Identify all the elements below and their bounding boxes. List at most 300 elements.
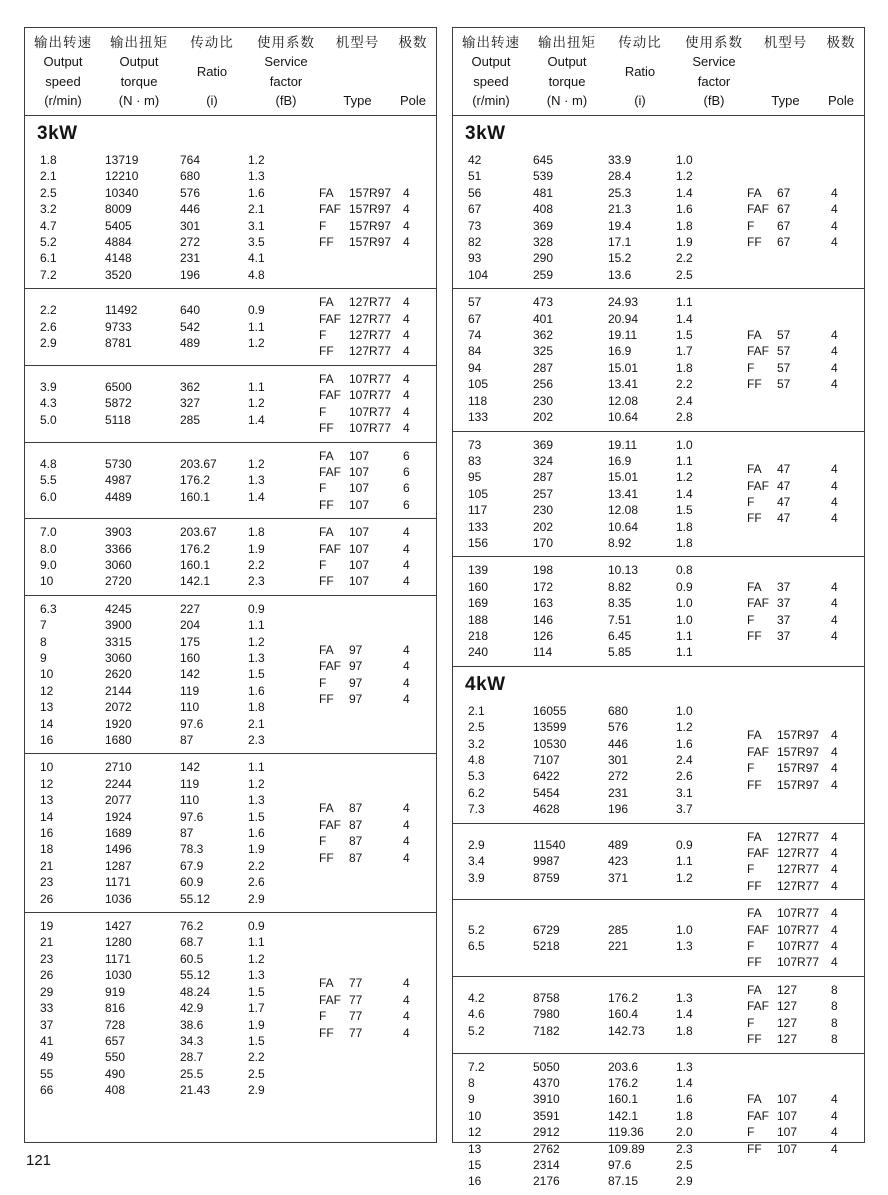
service-factor-cell: 1.2 [248,456,265,471]
type-line [747,760,859,776]
header-line-output-torque: (N · m) [546,92,588,108]
group-types [319,524,436,590]
table-row [453,519,747,535]
ratio-cell: 160.1 [608,1092,639,1107]
type-prefix: F [747,360,755,375]
speed-cell: 42 [468,153,482,167]
speed-cell: 13 [40,700,54,715]
ratio-cell: 542 [180,319,201,334]
service-factor-cell: 2.6 [248,875,265,890]
speed-cell: 2.6 [40,319,57,334]
service-factor-cell: 1.4 [676,1007,693,1022]
pole-cell: 4 [403,675,410,690]
header-col-output-torque [101,35,177,108]
table-row [453,185,747,201]
type-model: 107R77 [349,388,392,403]
type-prefix: F [747,218,755,233]
type-line [747,1015,859,1031]
table-row [453,393,747,409]
ratio-cell: 176.2 [180,473,211,488]
pole-cell: 4 [831,728,838,743]
table-row [25,218,319,234]
service-factor-cell: 1.0 [676,703,693,718]
ratio-cell: 17.1 [608,235,632,250]
ratio-cell: 285 [180,412,201,427]
speed-cell: 218 [468,628,489,643]
rating-group [453,147,864,288]
torque-cell: 481 [533,185,554,200]
type-line [319,404,431,420]
torque-cell: 163 [533,596,554,611]
speed-cell: 33 [40,1001,54,1016]
torque-cell: 5050 [533,1059,560,1074]
type-model: 107 [349,497,370,512]
table-row [25,1082,319,1098]
service-factor-cell: 2.2 [248,557,265,572]
table-row [453,1023,747,1039]
service-factor-cell: 2.1 [248,202,265,217]
type-prefix: FF [747,628,762,643]
ratio-cell: 12.08 [608,393,639,408]
service-factor-cell: 1.2 [676,870,693,885]
pole-cell: 4 [831,761,838,776]
type-model: 67 [777,218,791,233]
type-prefix: FAF [319,388,342,403]
type-model: 127 [777,1032,798,1047]
group-types [319,185,436,251]
speed-cell: 23 [40,875,54,890]
table-row [453,768,747,784]
header-line-output-speed: Output [471,54,511,70]
pole-cell: 4 [403,1025,410,1040]
type-line [319,557,431,573]
ratio-cell: 142.1 [608,1108,639,1123]
ratio-cell: 97.6 [180,716,204,731]
pole-cell: 4 [831,185,838,200]
pole-cell: 4 [403,1009,410,1024]
table-row [453,837,747,853]
service-factor-cell: 2.3 [248,574,265,589]
type-prefix: FA [747,1092,762,1107]
section-title: 4kW [465,673,506,695]
type-prefix: F [747,862,755,877]
type-prefix: F [319,675,327,690]
pole-cell: 4 [403,388,410,403]
torque-cell: 256 [533,377,554,392]
service-factor-cell: 1.8 [248,700,265,715]
table-row [25,601,319,617]
ratio-cell: 13.41 [608,486,639,501]
table-row [25,666,319,682]
speed-cell: 41 [40,1033,54,1048]
type-line [319,992,431,1008]
torque-cell: 11540 [533,837,566,852]
ratio-cell: 764 [180,153,201,167]
type-prefix: FF [319,344,334,359]
speed-cell: 21 [40,858,54,873]
torque-cell: 3903 [105,525,132,540]
pole-cell: 4 [831,612,838,627]
type-prefix: FA [747,579,762,594]
header-col-service-factor [675,35,753,108]
ratio-cell: 272 [608,769,629,784]
type-prefix: FF [747,511,762,526]
pole-cell: 4 [831,922,838,937]
service-factor-cell: 2.8 [676,410,693,425]
torque-cell: 1280 [105,935,132,950]
rating-group [453,288,864,430]
torque-cell: 2077 [105,793,132,808]
pole-cell: 4 [831,862,838,877]
table-row [25,984,319,1000]
torque-cell: 4628 [533,802,560,817]
torque-cell: 1030 [105,968,132,983]
type-line [747,510,859,526]
type-prefix: F [747,1015,755,1030]
ratio-cell: 362 [180,380,201,395]
speed-cell: 14 [40,809,54,824]
type-line [747,954,859,970]
speed-cell: 2.5 [40,185,57,200]
pole-cell: 4 [831,218,838,233]
pole-cell: 4 [831,744,838,759]
type-prefix: FF [319,691,334,706]
speed-cell: 93 [468,251,482,266]
type-prefix: F [319,404,327,419]
service-factor-cell: 1.4 [248,489,265,504]
type-prefix: FAF [319,541,342,556]
type-prefix: FAF [319,659,342,674]
service-factor-cell: 1.6 [676,736,693,751]
service-factor-cell: 4.8 [248,267,265,282]
speed-cell: 3.9 [40,380,57,395]
ratio-cell: 196 [180,267,201,282]
ratio-cell: 13.41 [608,377,639,392]
ratio-cell: 10.64 [608,519,639,534]
speed-cell: 105 [468,486,489,501]
torque-cell: 369 [533,218,554,233]
speed-cell: 240 [468,645,489,660]
group-types [747,982,864,1048]
type-prefix: FA [319,371,334,386]
type-line [319,327,431,343]
pole-cell: 4 [403,371,410,386]
group-types [319,975,436,1041]
group-types [747,727,864,793]
table-header [453,28,864,116]
torque-cell: 657 [105,1033,126,1048]
torque-cell: 12210 [105,169,139,184]
speed-cell: 73 [468,437,482,452]
group-data [453,562,747,660]
service-factor-cell: 1.6 [676,202,693,217]
group-data [25,152,319,283]
service-factor-cell: 2.2 [676,377,693,392]
torque-cell: 287 [533,470,554,485]
group-types [747,905,864,971]
group-data [25,524,319,590]
table-row [25,792,319,808]
group-data [453,437,747,552]
service-factor-cell: 1.5 [248,667,265,682]
type-line [319,201,431,217]
header-line-output-torque: torque [548,73,586,89]
type-prefix: FA [319,525,334,540]
pole-cell: 4 [403,817,410,832]
type-line [747,1141,859,1157]
type-prefix: FAF [747,478,770,493]
type-model: 47 [777,462,791,477]
ratio-cell: 301 [180,218,201,233]
pole-cell: 4 [831,846,838,861]
table-row [453,801,747,817]
table-row [25,302,319,318]
speed-cell: 6.5 [468,939,485,954]
type-model: 77 [349,992,363,1007]
torque-cell: 172 [533,579,554,594]
torque-cell: 408 [533,202,554,217]
service-factor-cell: 1.8 [248,525,265,540]
pole-cell: 4 [831,494,838,509]
speed-cell: 66 [40,1083,54,1098]
table-row [25,934,319,950]
torque-cell: 2762 [533,1141,560,1156]
table-row [25,617,319,633]
service-factor-cell: 1.6 [248,826,265,841]
type-model: 107R77 [349,404,392,419]
torque-cell: 4884 [105,235,132,250]
pole-cell: 4 [403,834,410,849]
torque-cell: 230 [533,503,554,518]
type-line [319,658,431,674]
speed-cell: 3.2 [468,736,485,751]
torque-cell: 645 [533,153,554,167]
header-line-ratio: (i) [634,93,646,108]
table-header [25,28,436,116]
torque-cell: 328 [533,235,554,250]
table-row [25,918,319,934]
service-factor-cell: 1.4 [676,185,693,200]
ratio-cell: 142 [180,667,201,682]
type-prefix: FAF [747,744,770,759]
torque-cell: 6500 [105,380,132,395]
ratio-cell: 87 [180,733,194,747]
speed-cell: 104 [468,267,489,282]
table-row [25,1000,319,1016]
header-col-ratio [177,35,247,108]
service-factor-cell: 4.1 [248,251,265,266]
speed-cell: 7 [40,618,47,633]
ratio-cell: 15.01 [608,470,639,485]
ratio-cell: 231 [180,251,201,266]
type-model: 107R77 [349,421,392,436]
speed-cell: 5.0 [40,412,57,427]
speed-cell: 3.4 [468,854,485,869]
pole-cell: 4 [831,906,838,921]
pole-cell: 4 [831,1108,838,1123]
type-line [747,201,859,217]
group-data [25,918,319,1098]
type-model: 107 [349,481,370,496]
type-model: 127R77 [349,328,392,343]
type-model: 157R97 [777,744,820,759]
group-data [453,1059,747,1190]
service-factor-cell: 1.2 [248,951,265,966]
type-model: 157R97 [777,728,820,743]
speed-cell: 12 [40,683,54,698]
table-row [453,1091,747,1107]
speed-cell: 2.2 [40,303,57,318]
ratio-cell: 20.94 [608,311,639,326]
table-row [25,250,319,266]
ratio-cell: 231 [608,785,629,800]
service-factor-cell: 3.7 [676,802,693,817]
type-prefix: FF [747,1032,762,1047]
ratio-cell: 175 [180,634,201,649]
rating-group [453,698,864,823]
speed-cell: 5.5 [40,473,57,488]
table-row [453,562,747,578]
service-factor-cell: 1.1 [248,380,265,395]
ratio-cell: 204 [180,618,201,633]
table-row [453,502,747,518]
pole-cell: 4 [403,541,410,556]
type-prefix: FA [319,185,334,200]
table-row [453,486,747,502]
header-line-service-factor: (fB) [703,92,725,108]
torque-cell: 401 [533,311,554,326]
torque-cell: 2144 [105,683,132,698]
service-factor-cell: 3.1 [248,218,265,233]
ratio-cell: 119.36 [608,1125,644,1140]
type-prefix: FA [747,728,762,743]
ratio-cell: 48.24 [180,984,211,999]
type-line [319,691,431,707]
torque-cell: 2912 [533,1125,560,1140]
service-factor-cell: 2.1 [248,716,265,731]
ratio-cell: 78.3 [180,842,204,857]
service-factor-cell: 0.9 [676,579,693,594]
ratio-cell: 68.7 [180,935,204,950]
section-3kw [453,116,864,666]
ratio-cell: 55.12 [180,891,211,906]
ratio-cell: 110 [180,700,200,715]
table-row [25,152,319,168]
service-factor-cell: 1.8 [676,360,693,375]
speed-cell: 12 [40,776,54,791]
section-title: 3kW [465,123,506,144]
type-model: 97 [349,675,363,690]
ratio-cell: 13.6 [608,267,632,282]
type-line [319,1008,431,1024]
torque-cell: 539 [533,169,554,184]
type-model: 127 [777,1015,798,1030]
torque-cell: 2176 [533,1174,560,1189]
group-data [453,837,747,886]
header-line-output-speed: speed [473,73,509,89]
service-factor-cell: 1.9 [676,235,693,250]
table-row [453,294,747,310]
table-row [453,870,747,886]
type-line [319,185,431,201]
torque-cell: 13599 [533,720,567,735]
type-model: 107 [349,525,370,540]
type-line [319,480,431,496]
pole-cell: 4 [831,628,838,643]
ratio-cell: 87 [180,826,194,841]
pole-cell: 4 [403,801,410,816]
pole-cell: 4 [831,328,838,343]
header-zh-type: 机型号 [763,35,808,50]
ratio-cell: 16.9 [608,344,632,359]
table-row [25,732,319,748]
service-factor-cell: 1.6 [248,185,265,200]
speed-cell: 5.2 [468,922,485,937]
type-model: 127R77 [349,295,392,310]
ratio-cell: 227 [180,601,201,616]
service-factor-cell: 1.5 [676,328,693,343]
pole-cell: 4 [831,1092,838,1107]
torque-cell: 8009 [105,202,132,217]
group-types [747,829,864,895]
type-prefix: F [319,218,327,233]
ratio-cell: 15.01 [608,360,639,375]
torque-cell: 114 [533,645,553,660]
table-row [453,703,747,719]
table-row [453,327,747,343]
table-row [25,699,319,715]
table-row [453,1173,747,1189]
type-prefix: F [319,328,327,343]
service-factor-cell: 1.2 [676,470,693,485]
table-row [25,335,319,351]
ratio-cell: 272 [180,235,201,250]
type-model: 107R77 [777,906,820,921]
type-line [747,861,859,877]
type-model: 47 [777,511,791,526]
ratio-cell: 87.15 [608,1174,639,1189]
speed-cell: 55 [40,1066,54,1081]
speed-cell: 4.8 [468,753,485,767]
ratio-cell: 176.2 [180,541,211,556]
ratio-cell: 8.82 [608,579,632,594]
torque-cell: 9733 [105,319,132,334]
pole-cell: 4 [403,404,410,419]
torque-cell: 4987 [105,473,132,488]
speed-cell: 26 [40,891,54,906]
service-factor-cell: 2.2 [248,858,265,873]
ratio-cell: 160 [180,650,201,665]
rating-group [25,365,436,442]
header-line-pole: Pole [399,93,427,108]
torque-cell: 5872 [105,396,132,411]
group-types [319,800,436,866]
type-model: 57 [777,360,791,375]
type-model: 157R97 [349,185,392,200]
header-line-service-factor: (fB) [275,92,297,108]
table-row [453,376,747,392]
ratio-cell: 680 [608,703,629,718]
pole-cell: 4 [831,1141,838,1156]
type-prefix: FA [747,185,762,200]
group-data [25,456,319,505]
torque-cell: 7980 [533,1007,560,1022]
torque-cell: 1171 [105,951,131,966]
type-model: 87 [349,834,363,849]
ratio-cell: 55.12 [180,968,211,983]
group-data [25,759,319,907]
table-row [453,752,747,768]
